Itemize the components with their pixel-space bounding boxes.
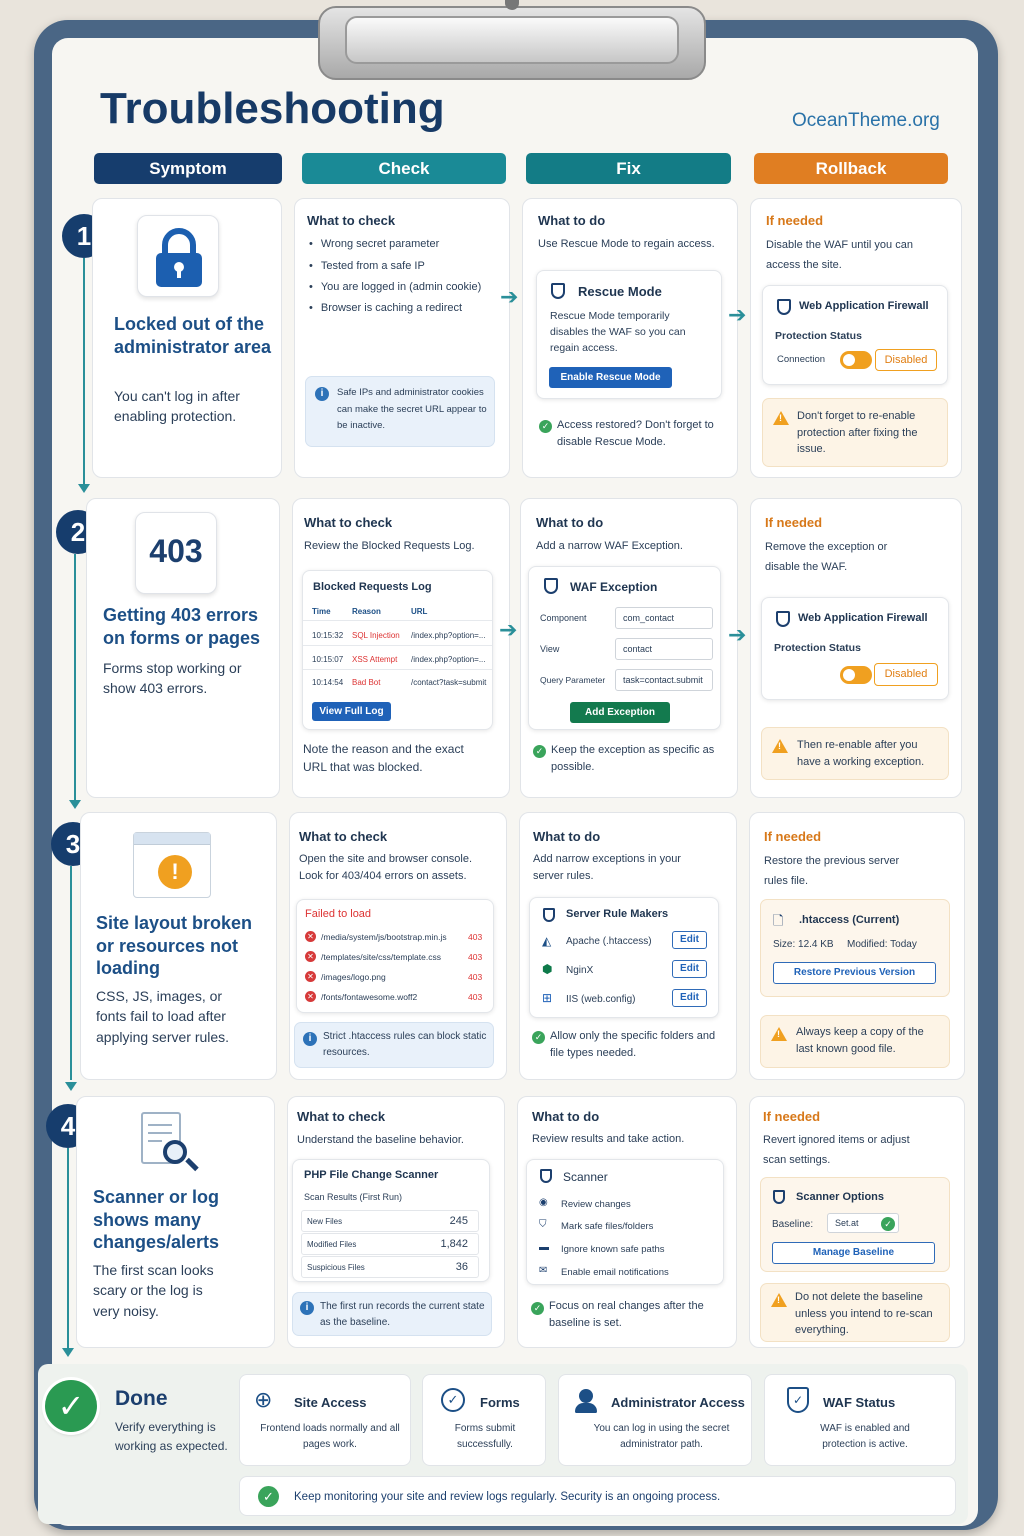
warning-icon [773,411,789,425]
warning-note [762,398,948,467]
failed-status: 403 [468,952,483,962]
shield-check-icon: ⛉ [539,1219,547,1230]
failed-path: /media/system/js/bootstrap.min.js [321,932,447,942]
field-label-view: View [540,644,560,654]
rollback-intro: Remove the exception or disable the WAF. [765,541,888,574]
document-search-icon [139,1110,201,1176]
scan-row-label: New Files [307,1217,343,1226]
log-title: Blocked Requests Log [313,581,432,593]
log-reason: Bad Bot [352,678,381,687]
done-description: Verify everything is working as expected. [115,1420,228,1454]
rescue-mode-title: Rescue Mode [578,284,662,299]
column-header-fix: Fix [526,153,731,184]
arrow-right-icon: ➔ [499,617,518,642]
check-bullet: • You are logged in (admin cookie) [309,281,481,293]
symptom-description: You can't log in after enabling protection. [114,388,240,425]
fix-success-text: Access restored? Don't forget to disable Rescue Mode. [557,419,714,448]
symptom-description: CSS, JS, images, or fonts fail to load after applying server rules. [96,988,230,1045]
globe-icon: ⊕ [254,1387,273,1412]
warning-icon [771,1293,787,1307]
scanner-action[interactable]: Enable email notifications [561,1267,669,1278]
info-note [305,376,495,447]
info-note-text: The first run records the current state as the baseline. [320,1301,485,1328]
done-item-title: Forms [480,1395,520,1410]
footer-text: Keep monitoring your site and review logs regularly. Security is an ongoing process. [294,1491,721,1503]
browser-window-icon [133,832,211,898]
scan-row-label: Modified Files [307,1240,357,1249]
fix-heading: What to do [533,829,601,844]
fix-heading: What to do [538,213,606,228]
disabled-badge: Disabled [875,349,937,371]
timeline-arrow [62,1348,74,1357]
scan-subtitle: Scan Results (First Run) [304,1192,403,1202]
view-select[interactable]: contact [615,638,713,660]
check-heading: What to check [297,1109,386,1124]
failed-status: 403 [468,992,483,1002]
fix-intro: Add narrow exceptions in your server rules. [533,853,681,882]
server-name: IIS (web.config) [566,994,636,1005]
symptom-description: The first scan looks scary or the log is very noisy. [93,1262,214,1319]
check-intro: Understand the baseline behavior. [297,1134,464,1146]
warning-text: Always keep a copy of the last known good file. [796,1026,924,1055]
done-item-title: Site Access [294,1395,367,1410]
rollback-intro: Disable the WAF until you can access the site. [766,239,913,272]
warning-note [760,1015,950,1068]
log-col-url: URL [411,607,428,616]
view-full-log-button[interactable]: View Full Log [312,702,391,721]
field-label-query: Query Parameter [540,675,606,685]
rollback-heading: If needed [766,213,824,228]
error-icon: ✕ [305,931,316,942]
timeline-arrow [69,800,81,809]
done-item-text: Forms submit successfully. [454,1423,516,1450]
shield-icon [551,283,565,299]
done-item-text: WAF is enabled and protection is active. [820,1423,910,1450]
rollback-intro: Restore the previous server rules file. [764,855,900,888]
waf-title: Web Application Firewall [799,300,929,312]
protection-status-label: Protection Status [774,642,861,654]
htaccess-file-name: .htaccess (Current) [799,914,900,926]
check-circle-icon: ✓ [258,1486,279,1507]
info-note [294,1022,494,1068]
file-icon: 🗋 [773,913,784,928]
check-circle-icon: ✓ [539,420,552,433]
info-icon: i [315,387,329,401]
shield-icon [540,1169,552,1183]
error-code: 403 [149,533,203,569]
scanner-panel [526,1159,724,1285]
check-circle-icon: ✓ [533,745,546,758]
arrow-right-icon: ➔ [500,284,519,309]
step-number: 4 [46,1104,90,1148]
scanner-action[interactable]: Review changes [561,1199,631,1210]
enable-rescue-mode-button[interactable]: Enable Rescue Mode [549,367,672,388]
connection-label: Connection [777,354,826,365]
server-rules-title: Server Rule Makers [566,908,669,920]
done-item-text: Frontend loads normally and all pages work. [260,1423,400,1450]
column-header-check: Check [302,153,506,184]
restore-previous-version-button[interactable]: Restore Previous Version [773,962,936,984]
info-note-text: Safe IPs and administrator cookies can make the secret URL appear to be inactive. [337,387,487,432]
check-intro: Review the Blocked Requests Log. [304,540,475,552]
waf-title: Web Application Firewall [798,612,928,624]
scanner-action[interactable]: Ignore known safe paths [561,1244,665,1255]
fix-success-text: Keep the exception as specific as possible. [551,744,715,773]
check-bullet: • Browser is caching a redirect [309,302,462,314]
log-col-time: Time [312,607,331,616]
arrow-right-icon: ➔ [728,622,747,647]
info-note [292,1292,492,1336]
lock-icon-box [137,215,219,297]
waf-panel [761,597,949,700]
scanner-title: PHP File Change Scanner [304,1169,439,1181]
info-icon: i [300,1301,314,1315]
warning-text: Don't forget to re-enable protection after fixing the issue. [797,410,918,455]
check-intro: Open the site and browser console. Look for 403/404 errors on assets. [299,853,473,882]
done-title: Done [115,1387,168,1410]
manage-baseline-button[interactable]: Manage Baseline [772,1242,935,1264]
file-modified: Modified: Today [847,939,917,950]
failed-load-title: Failed to load [305,908,372,920]
step-number: 2 [56,510,100,554]
add-exception-button[interactable]: Add Exception [570,702,670,723]
step-number: 1 [62,214,106,258]
clip-inner [345,16,679,64]
email-icon: ✉ [539,1265,548,1276]
rescue-mode-text: Rescue Mode temporarily disables the WAF so you can regain access. [550,310,686,354]
arrow-right-icon: ➔ [728,302,747,327]
shield-icon [544,578,558,594]
scanner-options-title: Scanner Options [796,1191,885,1203]
fix-intro: Add a narrow WAF Exception. [536,540,683,552]
timeline-line [67,1148,69,1348]
server-name: Apache (.htaccess) [566,936,652,947]
baseline-field[interactable]: Set.at [827,1213,899,1233]
folder-icon: ▬ [539,1242,549,1253]
query-parameter-input[interactable]: task=contact.submit [615,669,713,691]
done-item-admin-access [558,1374,752,1466]
check-circle-icon: ✓ [532,1031,545,1044]
check-heading: What to check [304,515,393,530]
scanner-title: Scanner [563,1170,608,1184]
edit-iis-button[interactable]: Edit [672,989,707,1007]
log-reason: SQL Injection [352,631,400,640]
symptom-title: Site layout broken or resources not loading [96,913,253,978]
rollback-heading: If needed [765,515,823,530]
check-heading: What to check [299,829,388,844]
protection-toggle[interactable] [840,666,872,684]
check-heading: What to check [307,213,396,228]
column-header-rollback: Rollback [754,153,948,184]
step-number: 3 [51,822,95,866]
waf-panel [762,285,948,385]
waf-exception-title: WAF Exception [570,580,658,594]
warning-note [761,727,949,780]
shield-icon [543,908,555,922]
column-header-symptom: Symptom [94,153,282,184]
timeline-line [70,866,72,1080]
timeline-arrow [65,1082,77,1091]
fix-intro: Review results and take action. [532,1133,685,1145]
failed-status: 403 [468,972,483,982]
symptom-title: Getting 403 errors on forms or pages [103,605,261,648]
check-bullet: • Wrong secret parameter [309,238,439,250]
rescue-mode-panel [536,270,722,399]
fix-success-text: Focus on real changes after the baseline is set. [549,1300,704,1329]
warning-icon [771,1027,787,1041]
component-select[interactable]: com_contact [615,607,713,629]
rollback-heading: If needed [763,1109,821,1124]
log-url[interactable]: /index.php?option=... [411,655,486,664]
shield-icon [773,1190,785,1204]
file-change-scanner-panel [292,1159,490,1282]
failed-path: /images/logo.png [321,972,386,982]
log-time: 10:14:54 [312,678,344,687]
user-icon [579,1389,593,1403]
shield-icon [776,611,790,627]
monitoring-footer [239,1476,956,1516]
symptom-title: Scanner or log shows many changes/alerts [93,1187,220,1252]
error-icon: ✕ [305,991,316,1002]
log-url[interactable]: /index.php?option=... [411,631,486,640]
warning-note [760,1283,950,1342]
server-name: NginX [566,965,594,976]
log-url[interactable]: /contact?task=submit [411,678,487,687]
edit-apache-button[interactable]: Edit [672,931,707,949]
warning-text: Do not delete the baseline unless you intend to re-scan everything. [795,1291,933,1336]
field-label-component: Component [540,613,587,623]
scan-row-value: 36 [455,1261,468,1273]
log-time: 10:15:32 [312,631,344,640]
file-size: Size: 12.4 KB [773,939,834,950]
done-item-waf-status [764,1374,956,1466]
check-circle-icon: ✓ [531,1302,544,1315]
disabled-badge: Disabled [874,663,938,686]
symptom-title: Locked out of the administrator area [114,314,272,357]
check-circle-outline-icon: ✓ [441,1388,465,1412]
failed-path: /fonts/fontawesome.woff2 [321,992,418,1002]
failed-status: 403 [468,932,483,942]
protection-status-label: Protection Status [775,330,862,342]
error-icon: ✕ [305,951,316,962]
rollback-heading: If needed [764,829,822,844]
fix-heading: What to do [536,515,604,530]
waf-exception-panel [528,566,721,730]
log-time: 10:15:07 [312,655,344,664]
info-icon: i [303,1032,317,1046]
log-reason: XSS Attempt [352,655,398,664]
info-note-text: Strict .htaccess rules can block static resources. [323,1031,487,1058]
scan-row-label: Suspicious Files [307,1263,365,1272]
symptom-description: Forms stop working or show 403 errors. [103,660,242,697]
check-circle-icon: ✓ [881,1217,895,1231]
warning-icon [772,739,788,753]
done-item-title: WAF Status [823,1395,896,1410]
scan-row-value: 1,842 [440,1238,468,1250]
brand-link[interactable]: OceanTheme.org [792,110,940,131]
eye-icon: ◉ [539,1197,548,1208]
rollback-intro: Revert ignored items or adjust scan settings. [763,1134,910,1167]
scan-row-value: 245 [449,1215,468,1227]
page-title: Troubleshooting [100,84,445,133]
apache-feather-icon: ◭ [542,934,552,948]
check-after-text: Note the reason and the exact URL that was blocked. [303,742,464,774]
windows-icon: ⊞ [542,991,553,1005]
failed-path: /templates/site/css/template.css [321,952,441,962]
blocked-requests-panel [302,570,493,730]
done-item-forms [422,1374,546,1466]
htaccess-panel [760,899,950,997]
protection-toggle[interactable] [840,351,872,369]
error-icon: ✕ [305,971,316,982]
done-check-icon: ✓ [45,1380,97,1432]
fix-heading: What to do [532,1109,600,1124]
warning-text: Then re-enable after you have a working exception. [797,739,925,768]
baseline-label: Baseline: [772,1219,814,1230]
done-item-site-access [239,1374,411,1466]
fix-intro: Use Rescue Mode to regain access. [538,238,715,250]
fix-success-text: Allow only the specific folders and file types needed. [550,1030,716,1059]
error-code-box [135,512,217,594]
nginx-icon: ⬢ [542,962,553,976]
done-item-title: Administrator Access [611,1395,745,1410]
failed-load-panel [296,899,494,1013]
done-item-text: You can log in using the secret administrator path. [593,1423,730,1450]
scanner-action[interactable]: Mark safe files/folders [561,1221,654,1232]
log-col-reason: Reason [352,607,381,616]
shield-check-icon: ✓ [787,1387,809,1413]
check-bullet: • Tested from a safe IP [309,260,425,272]
alert-icon: ! [158,855,192,889]
timeline-line [74,554,76,800]
scanner-options-panel [760,1177,950,1272]
shield-icon [777,299,791,315]
timeline-line [83,258,85,484]
server-rules-panel [529,897,719,1018]
timeline-arrow [78,484,90,493]
edit-nginx-button[interactable]: Edit [672,960,707,978]
lock-icon [138,216,220,298]
